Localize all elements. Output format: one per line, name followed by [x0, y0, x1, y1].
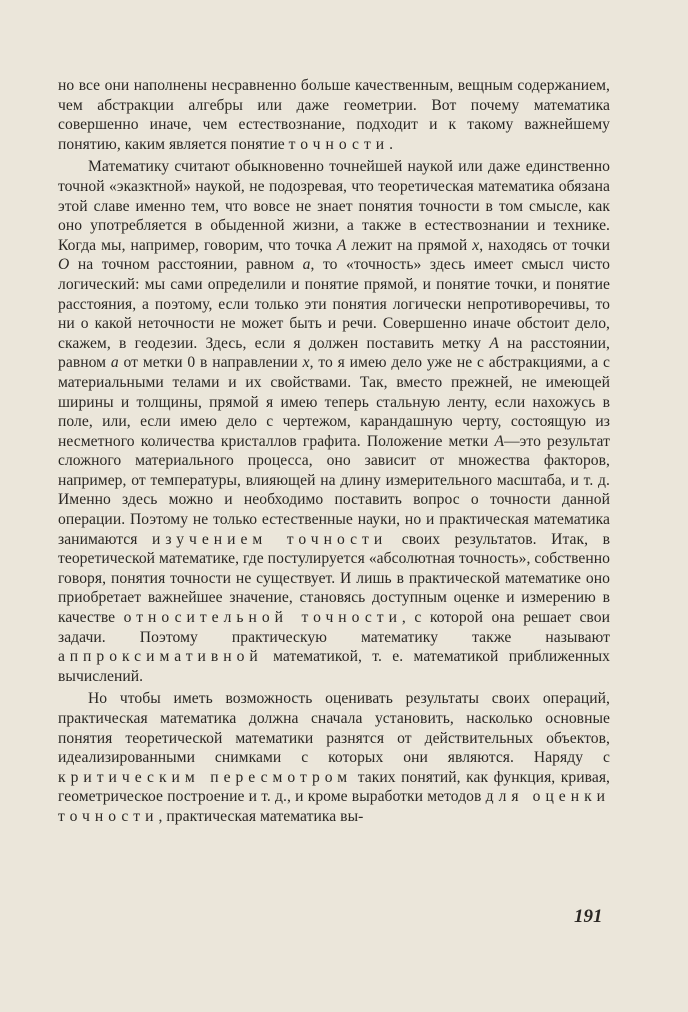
spaced-emphasis: изучением точности [152, 530, 388, 548]
paragraph [58, 76, 610, 154]
spaced-emphasis: аппроксимативной [58, 648, 263, 666]
text-run: , находясь от точки [479, 236, 610, 254]
math-symbol: a [110, 354, 119, 372]
spaced-emphasis: относительной точности [123, 609, 402, 627]
text-run: . [389, 135, 394, 153]
text-run: от метки 0 в направлении [118, 354, 303, 372]
math-symbol: A [336, 236, 347, 254]
text-run: , то я имею дело уже не с абстракциями, а с материальными телами и их свойствами. Так, вместо прежней, не имеющей ширины и толщины, прямой я имею теперь стальную ленту, если нахожусь в поле, или, если имею дело с чертежом, карандашную черту, состоящую из несметного количества кристаллов графита. Положение метки [58, 354, 610, 450]
paragraph [58, 689, 610, 826]
text-run: Но чтобы иметь возможность оценивать результаты своих операций, практическая математика должна сначала установить, насколько основные понятия теоретической математики разнятся от действительных объектов, идеализированными снимками с которых они являются. Наряду с [58, 690, 610, 767]
paragraph [58, 157, 610, 686]
spaced-emphasis: критическим пересмотром [58, 768, 353, 786]
text-run: на расстоянии, равном [58, 334, 611, 372]
math-symbol: A [494, 432, 505, 450]
text-run: на точном расстоянии, равном [69, 256, 303, 274]
text-run: —это результат сложного материального процесса, оно зависит от множества факторов, например, от температуры, влияющей на длину измерительного масштаба, и т. д. Именно здесь можно и необходимо поставить вопрос о точности данной операции. Поэтому не только естественные науки, но и практическая математика занимаются [58, 432, 610, 548]
text-run: Математику считают обыкновенно точнейшей наукой или даже единственно точной «эказктной» наукой, не подозревая, что теоретическая математика обязана этой славе именно тем, что вовсе не знает понятия точности в том смысле, как оно употребляется в обыденной жизни, а также в естествознании и технике. Когда мы, например, говорим, что точка [58, 158, 610, 254]
text-run: но все они наполнены несравненно больше качественным, вещным содержанием, чем абстракции алгебры или даже геометрии. Вот почему математика совершенно иначе, чем естествознание, подходит и к такому важнейшему понятию, каким является понятие [58, 77, 610, 153]
math-symbol: a [302, 256, 311, 274]
body-text [58, 76, 610, 827]
text-run: математикой, т. е. математикой приближенных вычислений. [58, 648, 610, 685]
text-run: таких понятий, как функция, кривая, геометрическое построение и т. д., и кроме выработки методов [58, 768, 610, 806]
math-symbol: O [58, 256, 70, 274]
text-run: , с которой она решает свои задачи. Поэтому практическую математику также называют [58, 609, 610, 646]
math-symbol: x [472, 236, 480, 254]
text-run: лежит на прямой [346, 236, 473, 254]
text-run: своих результатов. Итак, в теоретической математике, где постулируется «абсолютная точность», собственно говоря, понятия точности не существует. И лишь в практической математике оно приобретает важнейшее значение, становясь доступным оценке и измерению в качестве [58, 530, 610, 627]
text-run: , практическая математика вы- [158, 807, 364, 825]
math-symbol: x [302, 354, 310, 372]
spaced-emphasis: для оценки точности [58, 788, 610, 825]
page-number: 191 [574, 906, 603, 927]
page-body [58, 76, 610, 827]
math-symbol: A [489, 334, 499, 352]
spaced-emphasis: точности [288, 135, 390, 153]
text-run: , то «точность» здесь имеет смысл чисто логический: мы сами определили и понятие прямой, и понятие точки, и понятие расстояния, а поэтому, если только эти понятия логически непротиворечивы, то ни о какой неточности не может быть и речи. Совершенно иначе обстоит дело, скажем, в геодезии. Здесь, если я должен поставить метку [58, 256, 610, 352]
